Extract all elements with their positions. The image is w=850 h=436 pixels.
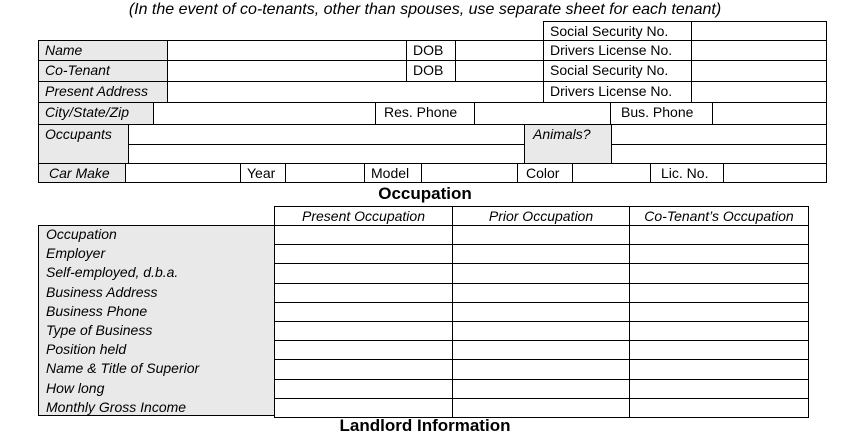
occupation-cell-present[interactable] <box>274 263 453 284</box>
occupation-cell-present[interactable] <box>274 321 453 341</box>
instructions-note: (In the event of co-tenants, other than spouses, use separate sheet for each tenant) <box>128 1 722 18</box>
occupation-cell-prior[interactable] <box>452 302 630 322</box>
occupation-row-label: Type of Business <box>46 322 153 338</box>
city-state-zip-field[interactable] <box>153 102 376 125</box>
occupation-cell-prior[interactable] <box>452 225 630 245</box>
year-field[interactable] <box>285 163 365 183</box>
color-label: Color <box>517 163 573 183</box>
occupation-cell-present[interactable] <box>274 379 453 399</box>
occupation-row-label: Self-employed, d.b.a. <box>46 264 179 280</box>
occupation-row-label: Name & Title of Superior <box>46 360 200 376</box>
occupation-cell-prior[interactable] <box>452 379 630 399</box>
col-present-occupation: Present Occupation <box>274 206 453 226</box>
name-label: Name <box>38 40 168 61</box>
social-security-label: Social Security No. <box>543 21 692 41</box>
col-prior-occupation: Prior Occupation <box>452 206 630 226</box>
dob-field[interactable] <box>455 40 544 61</box>
occupation-cell-prior[interactable] <box>452 398 630 418</box>
occupants-field-2[interactable] <box>128 144 525 164</box>
occupation-cell-present[interactable] <box>274 244 453 264</box>
car-make-field[interactable] <box>125 163 241 183</box>
model-field[interactable] <box>421 163 518 183</box>
co-tenant-ssn-field[interactable] <box>691 60 827 82</box>
col-co-tenant-occupation: Co-Tenant’s Occupation <box>629 206 809 226</box>
lic-no-field[interactable] <box>723 163 827 183</box>
res-phone-field[interactable] <box>474 102 611 125</box>
drivers-license-field[interactable] <box>691 40 827 61</box>
occupation-cell-present[interactable] <box>274 302 453 322</box>
occupation-title: Occupation <box>378 184 472 203</box>
occupation-cell-co-tenant[interactable] <box>629 263 809 284</box>
animals-field-1[interactable] <box>611 124 827 145</box>
model-label: Model <box>364 163 422 183</box>
occupation-row-label: Position held <box>46 341 127 357</box>
occupation-cell-prior[interactable] <box>452 321 630 341</box>
occupation-cell-present[interactable] <box>274 225 453 245</box>
co-tenant-drivers-license-field[interactable] <box>691 81 827 103</box>
occupation-cell-co-tenant[interactable] <box>629 283 809 303</box>
dob-label: DOB <box>406 40 456 61</box>
occupation-row-label: Monthly Gross Income <box>46 399 187 415</box>
occupation-cell-co-tenant[interactable] <box>629 302 809 322</box>
co-tenant-dob-field[interactable] <box>455 60 544 82</box>
res-phone-label: Res. Phone <box>375 102 475 125</box>
occupation-cell-prior[interactable] <box>452 340 630 360</box>
applicant-section <box>0 0 850 190</box>
occupation-table <box>0 204 850 418</box>
occupation-cell-co-tenant[interactable] <box>629 340 809 360</box>
social-security-field[interactable] <box>691 21 827 41</box>
occupation-cell-prior[interactable] <box>452 244 630 264</box>
occupation-cell-present[interactable] <box>274 398 453 418</box>
bus-phone-field[interactable] <box>712 102 827 125</box>
occupation-cell-prior[interactable] <box>452 263 630 284</box>
co-tenant-label: Co-Tenant <box>38 60 168 82</box>
color-field[interactable] <box>572 163 651 183</box>
occupation-cell-co-tenant[interactable] <box>629 379 809 399</box>
animals-field-2[interactable] <box>611 144 827 164</box>
occupation-cell-present[interactable] <box>274 340 453 360</box>
landlord-title: Landlord Information <box>339 416 511 435</box>
occupants-label: Occupants <box>38 124 129 164</box>
occupation-row-label: Business Phone <box>46 303 148 319</box>
drivers-license-label: Drivers License No. <box>543 40 692 61</box>
occupation-cell-prior[interactable] <box>452 283 630 303</box>
occupation-cell-co-tenant[interactable] <box>629 398 809 418</box>
occupation-cell-co-tenant[interactable] <box>629 359 809 380</box>
occupation-row-label: Business Address <box>46 284 158 300</box>
occupation-row-label: Employer <box>46 245 106 261</box>
lic-no-label: Lic. No. <box>650 163 724 183</box>
occupation-cell-co-tenant[interactable] <box>629 321 809 341</box>
year-label: Year <box>240 163 286 183</box>
city-state-zip-label: City/State/Zip <box>38 102 154 125</box>
car-make-label: Car Make <box>38 163 126 183</box>
occupation-row-label: How long <box>46 380 105 396</box>
co-tenant-drivers-license-label: Drivers License No. <box>543 81 692 103</box>
occupation-cell-present[interactable] <box>274 359 453 380</box>
occupation-cell-co-tenant[interactable] <box>629 225 809 245</box>
name-field[interactable] <box>167 40 407 61</box>
occupation-cell-prior[interactable] <box>452 359 630 380</box>
co-tenant-ssn-label: Social Security No. <box>543 60 692 82</box>
occupants-field-1[interactable] <box>128 124 525 145</box>
occupation-row-label: Occupation <box>46 226 117 242</box>
occupation-cell-co-tenant[interactable] <box>629 244 809 264</box>
bus-phone-label: Bus. Phone <box>610 102 713 125</box>
occupation-cell-present[interactable] <box>274 283 453 303</box>
present-address-field[interactable] <box>167 81 544 103</box>
co-tenant-dob-label: DOB <box>406 60 456 82</box>
present-address-label: Present Address <box>38 81 168 103</box>
animals-label: Animals? <box>524 124 612 164</box>
co-tenant-field[interactable] <box>167 60 407 82</box>
